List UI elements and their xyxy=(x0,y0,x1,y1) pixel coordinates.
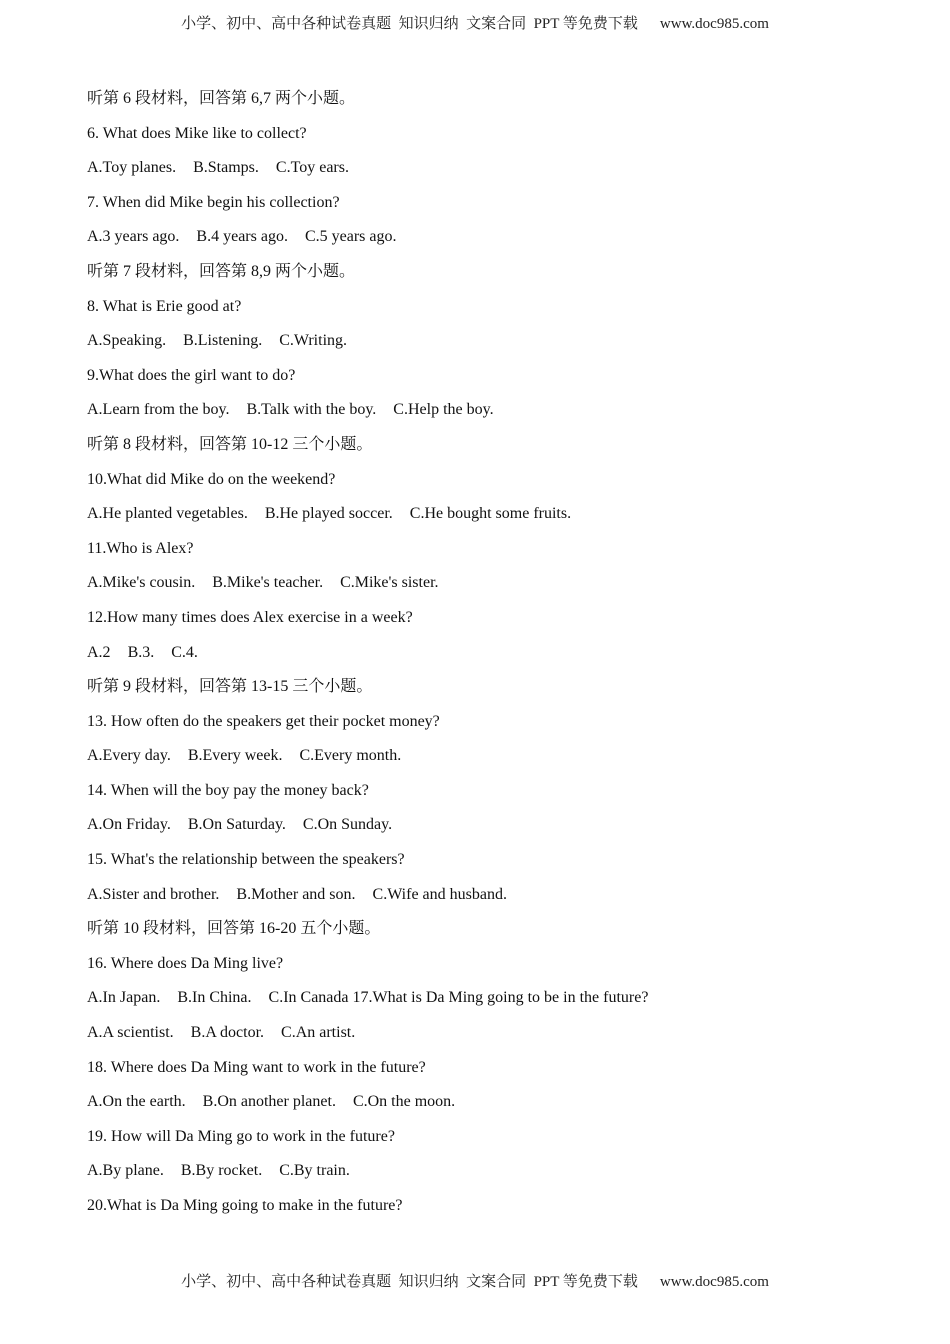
answer-options xyxy=(87,225,887,260)
answer-option: B.A doctor. xyxy=(190,1024,265,1042)
answer-option: B.By rocket. xyxy=(180,1162,263,1180)
answer-option: C.In Canada 17.What is Da Ming going to be in the future? xyxy=(268,989,649,1007)
answer-option: C.On the moon. xyxy=(352,1093,456,1111)
answer-options xyxy=(87,641,887,676)
answer-options xyxy=(87,986,887,1021)
answer-option: A.Learn from the boy. xyxy=(87,401,230,419)
question-text: 7. When did Mike begin his collection? xyxy=(87,193,340,211)
section-instruction: 听第 9 段材料，回答第 13-15 三个小题。 xyxy=(87,678,373,696)
answer-options xyxy=(87,156,887,191)
answer-option: B.On another planet. xyxy=(202,1093,336,1111)
header-site-link[interactable]: www.doc985.com xyxy=(659,16,769,32)
answer-options xyxy=(87,813,887,848)
answer-option: A.Toy planes. xyxy=(87,159,177,177)
answer-options xyxy=(87,571,887,606)
answer-option: B.Mother and son. xyxy=(236,885,356,903)
answer-option: A.Mike's cousin. xyxy=(87,574,196,592)
footer-site-link[interactable]: www.doc985.com xyxy=(659,1274,769,1290)
answer-option: A.3 years ago. xyxy=(87,228,180,246)
answer-options xyxy=(87,398,887,433)
answer-option: C.By train. xyxy=(279,1162,350,1180)
answer-option: C.Every month. xyxy=(299,747,402,765)
section-instruction: 听第 10 段材料，回答第 16-20 五个小题。 xyxy=(87,920,381,938)
answer-option: C.Writing. xyxy=(279,332,348,350)
answer-option: C.4. xyxy=(171,643,198,661)
answer-option: A.Speaking. xyxy=(87,332,167,350)
answer-option: B.Stamps. xyxy=(193,159,259,177)
answer-option: C.5 years ago. xyxy=(304,228,397,246)
question-text: 15. What's the relationship between the speakers? xyxy=(87,851,405,869)
answer-option: A.Every day. xyxy=(87,747,171,765)
answer-option: B.On Saturday. xyxy=(187,816,286,834)
answer-options xyxy=(87,1021,887,1056)
answer-option: B.Mike's teacher. xyxy=(212,574,324,592)
section-instruction: 听第 8 段材料，回答第 10-12 三个小题。 xyxy=(87,435,373,453)
document-body xyxy=(87,87,887,1229)
page-header xyxy=(0,12,950,33)
answer-option: A.2 xyxy=(87,643,111,661)
question-text: 12.How many times does Alex exercise in a week? xyxy=(87,608,413,626)
answer-option: C.On Sunday. xyxy=(302,816,393,834)
answer-option: A.By plane. xyxy=(87,1162,164,1180)
answer-option: B.4 years ago. xyxy=(196,228,288,246)
footer-text: 小学、初中、高中各种试卷真题 知识归纳 文案合同 PPT 等免费下载 xyxy=(181,1274,638,1290)
question-text: 14. When will the boy pay the money back? xyxy=(87,781,369,799)
answer-options xyxy=(87,1159,887,1194)
answer-option: C.Toy ears. xyxy=(275,159,349,177)
question-text: 11.Who is Alex? xyxy=(87,539,194,557)
question-text: 18. Where does Da Ming want to work in the future? xyxy=(87,1058,426,1076)
answer-option: C.He bought some fruits. xyxy=(409,505,572,523)
section-instruction: 听第 7 段材料，回答第 8,9 两个小题。 xyxy=(87,262,356,280)
answer-options xyxy=(87,883,887,918)
answer-option: A.On the earth. xyxy=(87,1093,186,1111)
answer-option: B.3. xyxy=(127,643,155,661)
question-text: 6. What does Mike like to collect? xyxy=(87,124,307,142)
question-text: 8. What is Erie good at? xyxy=(87,297,242,315)
answer-option: C.Mike's sister. xyxy=(340,574,439,592)
question-text: 13. How often do the speakers get their pocket money? xyxy=(87,712,440,730)
answer-option: A.He planted vegetables. xyxy=(87,505,248,523)
answer-option: A.Sister and brother. xyxy=(87,885,220,903)
header-text: 小学、初中、高中各种试卷真题 知识归纳 文案合同 PPT 等免费下载 xyxy=(181,16,638,32)
question-text: 9.What does the girl want to do? xyxy=(87,366,296,384)
answer-option: B.Talk with the boy. xyxy=(246,401,377,419)
answer-option: C.An artist. xyxy=(281,1024,356,1042)
answer-option: C.Help the boy. xyxy=(393,401,494,419)
question-text: 20.What is Da Ming going to make in the future? xyxy=(87,1197,403,1214)
answer-options xyxy=(87,502,887,537)
question-text: 19. How will Da Ming go to work in the future? xyxy=(87,1127,395,1145)
section-instruction: 听第 6 段材料，回答第 6,7 两个小题。 xyxy=(87,90,356,107)
answer-option: B.Listening. xyxy=(183,332,263,350)
answer-option: C.Wife and husband. xyxy=(372,885,507,903)
page-footer xyxy=(0,1270,950,1291)
answer-option: B.Every week. xyxy=(187,747,283,765)
answer-options xyxy=(87,1090,887,1125)
question-text: 16. Where does Da Ming live? xyxy=(87,954,284,972)
answer-options xyxy=(87,329,887,364)
answer-option: A.In Japan. xyxy=(87,989,161,1007)
answer-options xyxy=(87,744,887,779)
answer-option: B.He played soccer. xyxy=(264,505,393,523)
answer-option: B.In China. xyxy=(177,989,252,1007)
answer-option: A.On Friday. xyxy=(87,816,171,834)
answer-option: A.A scientist. xyxy=(87,1024,174,1042)
question-text: 10.What did Mike do on the weekend? xyxy=(87,470,336,488)
